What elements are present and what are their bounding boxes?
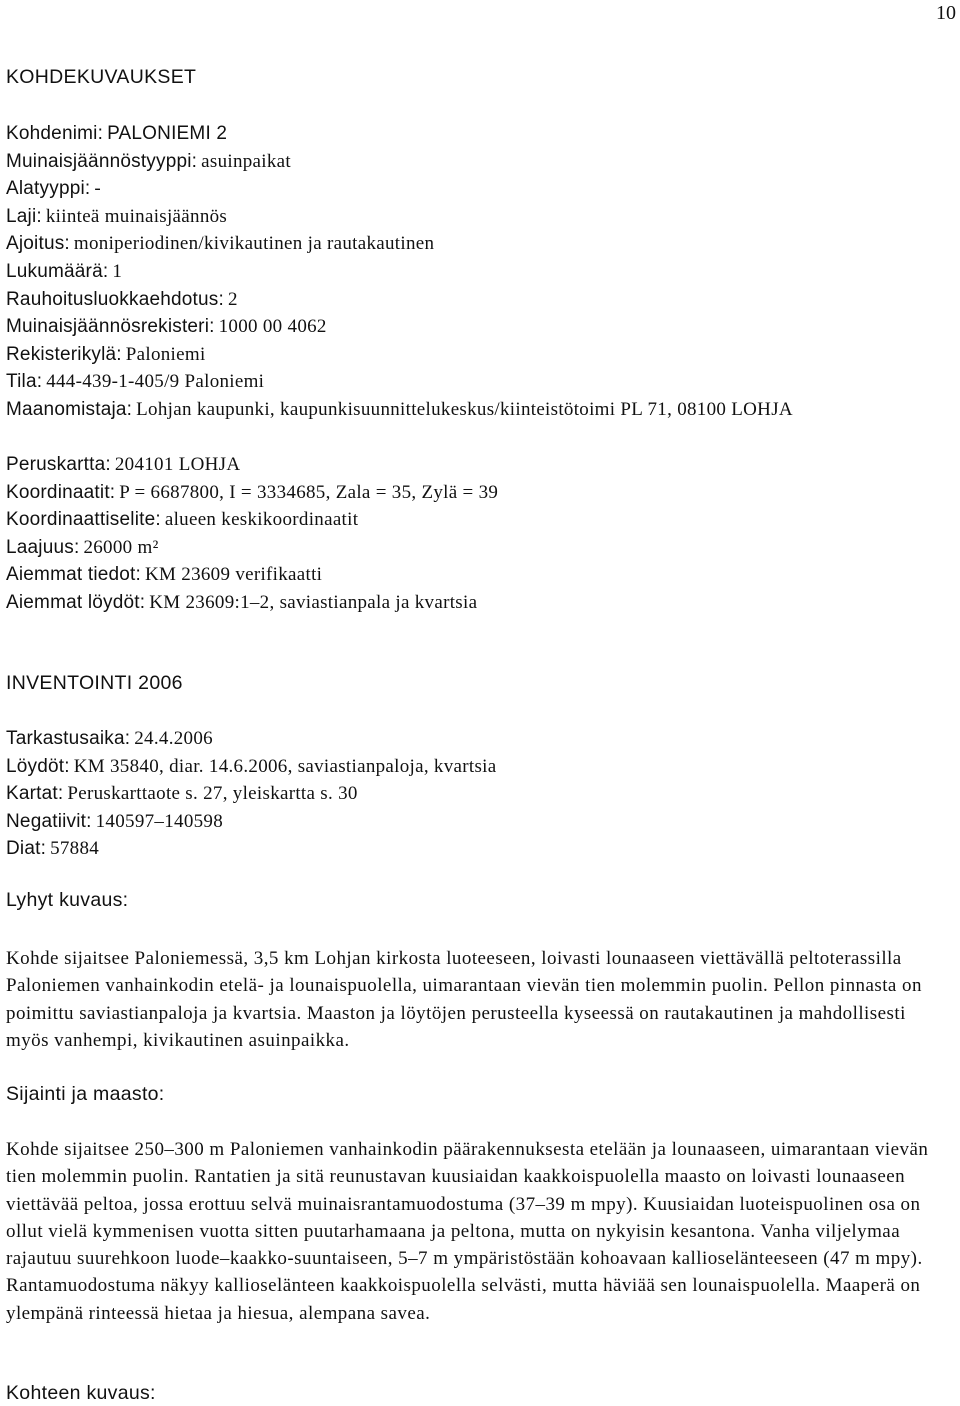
field-value: 1	[112, 260, 123, 282]
field-row	[6, 589, 926, 617]
field-value: -	[94, 178, 102, 200]
field-row	[6, 396, 926, 451]
field-row	[6, 286, 926, 314]
field-label: Rekisterikylä:	[6, 343, 122, 365]
field-label: Koordinaattiselite:	[6, 509, 161, 531]
field-label: Kohdenimi:	[6, 123, 104, 144]
field-value: KM 35840, diar. 14.6.2006, saviastianpaloja, kvartsia	[73, 755, 497, 777]
field-row	[6, 780, 496, 808]
field-value: Lohjan kaupunki, kaupunkisuunnittelukeskus/kiinteistötoimi PL 71, 08100 LOHJA	[136, 398, 793, 420]
short-description-text: Kohde sijaitsee Paloniemessä, 3,5 km Lohjan kirkosta luoteeseen, loivasti lounaaseen viettävällä peltoterassilla Paloniemen vanhainkodin etelä- ja lounaispuolella, uimarantaan vievän tien molemmin puolin. Pellon pinnasta on poimittu saviastianpaloja ja kvartsia. Maaston ja löytöjen perusteella kyseessä on rautakautinen ja mahdollisesti myös vanhempi, kivikautinen asuinpaikka.	[6, 948, 922, 1051]
inventory-title: INVENTOINTI 2006	[6, 672, 183, 694]
field-label: Alatyyppi:	[6, 178, 91, 200]
field-row	[6, 230, 926, 258]
field-label: Ajoitus:	[6, 233, 70, 255]
field-value: 140597–140598	[95, 810, 224, 832]
field-value: 444-439-1-405/9 Paloniemi	[46, 371, 265, 393]
location-text: Kohde sijaitsee 250–300 m Paloniemen vanhainkodin päärakennuksesta etelään ja lounaaseen, uimarantaan vievän tien molemmin puolin. Rantatien ja sitä reunustavan kuusiaidan kaakkoispuolella maasto on loivasti lounaaseen viettävää peltoa, jossa erottuu selvä muinaisrantamuodostuma (37–39 m mpy). Kuusiaidan luoteispuolinen osa on ollut vielä kymmenisen vuotta sitten puutarhamaana ja peltona, mutta on nykyisin kesantona. Vanha viljelymaa rajautuu suurehkoon luode–kaakko-suuntaiseen, 5–7 m ympäristöstään kohoavaan kallioselänteeseen (47 m mpy). Rantamuodostuma näkyy kallioselänteen kaakkoispuolella selvästi, mutta häviää sen lounaispuolella. Maaperä on ylempänä rinteessä hietaa ja hiesua, alempana savea.	[6, 1139, 929, 1324]
short-description-title: Lyhyt kuvaus:	[6, 889, 129, 911]
field-label: Peruskartta:	[6, 453, 111, 475]
field-value: 1000 00 4062	[218, 316, 327, 338]
field-value: 24.4.2006	[134, 728, 213, 749]
field-value: alueen keskikoordinaatit	[164, 509, 359, 531]
field-label: Laajuus:	[6, 536, 80, 558]
field-value: 204101 LOHJA	[114, 453, 241, 475]
field-label: Muinaisjäännöstyyppi:	[6, 150, 198, 172]
field-label: Aiemmat löydöt:	[6, 591, 146, 613]
field-label: Lukumäärä:	[6, 260, 109, 282]
field-value: Paloniemi	[125, 343, 206, 365]
field-label: Koordinaatit:	[6, 481, 116, 503]
field-label: Diat:	[6, 838, 47, 860]
field-label: Tila:	[6, 371, 43, 393]
field-value: KM 23609 verifikaatti	[145, 564, 323, 586]
field-value: PALONIEMI 2	[107, 123, 228, 144]
field-label: Löydöt:	[6, 755, 70, 777]
field-row	[6, 175, 926, 203]
field-row	[6, 808, 496, 836]
field-value: 26000 m²	[83, 536, 159, 558]
field-value: moniperiodinen/kivikautinen ja rautakautinen	[73, 233, 435, 255]
site-field-list	[6, 120, 926, 617]
field-value: Peruskarttaote s. 27, yleiskartta s. 30	[67, 783, 358, 805]
field-row	[6, 148, 926, 176]
section-title: KOHDEKUVAUKSET	[6, 66, 197, 88]
field-label: Kartat:	[6, 783, 64, 805]
field-label: Maanomistaja:	[6, 398, 133, 420]
field-label: Tarkastusaika:	[6, 728, 131, 749]
field-row	[6, 561, 926, 589]
inventory-field-list	[6, 725, 496, 863]
field-label: Laji:	[6, 205, 42, 227]
field-row	[6, 506, 926, 534]
field-row	[6, 368, 926, 396]
field-row	[6, 725, 496, 753]
location-title: Sijainti ja maasto:	[6, 1083, 165, 1105]
field-row	[6, 451, 926, 479]
target-description-title: Kohteen kuvaus:	[6, 1382, 156, 1404]
page-number: 10	[936, 2, 956, 24]
field-row	[6, 479, 926, 507]
field-row	[6, 534, 926, 562]
field-value: 2	[227, 288, 238, 310]
field-label: Negatiivit:	[6, 810, 92, 832]
field-value: kiinteä muinaisjäännös	[45, 205, 228, 227]
field-label: Rauhoitusluokkaehdotus:	[6, 288, 224, 310]
field-value: P = 6687800, I = 3334685, Zala = 35, Zylä = 39	[119, 481, 499, 503]
field-row	[6, 203, 926, 231]
field-label: Aiemmat tiedot:	[6, 564, 141, 586]
field-row	[6, 120, 926, 148]
field-row	[6, 258, 926, 286]
field-row	[6, 313, 926, 341]
field-row	[6, 341, 926, 369]
field-value: KM 23609:1–2, saviastianpala ja kvartsia	[149, 591, 478, 613]
field-value: asuinpaikat	[201, 150, 291, 172]
field-label: Muinaisjäännösrekisteri:	[6, 316, 215, 338]
field-row	[6, 835, 496, 863]
field-value: 57884	[50, 838, 100, 860]
field-row	[6, 753, 496, 781]
